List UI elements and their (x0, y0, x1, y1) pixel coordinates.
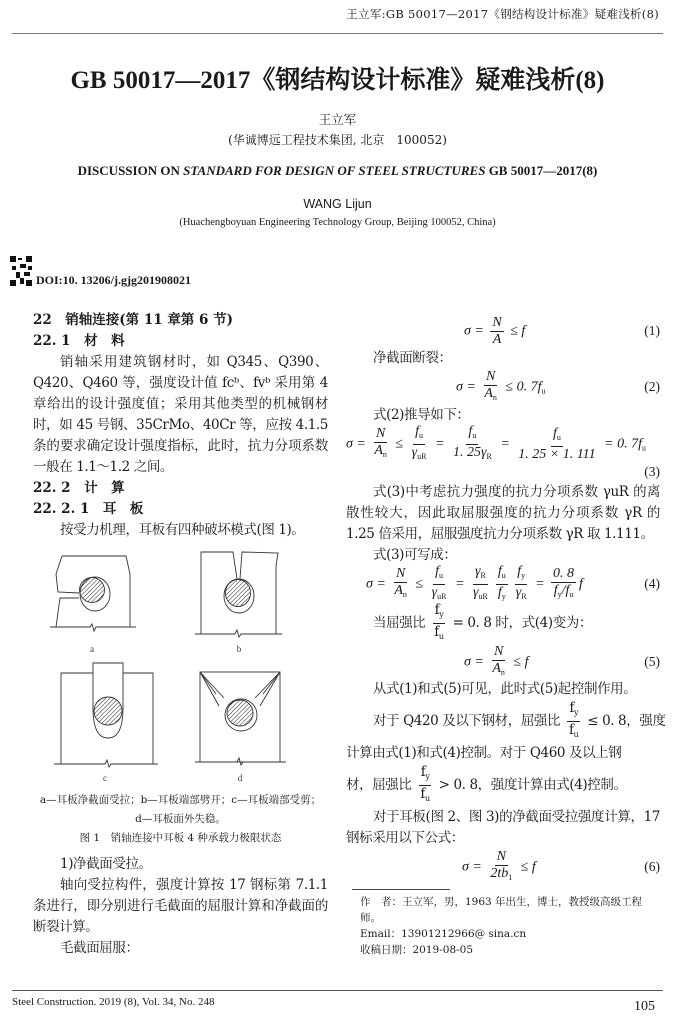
numerator (484, 369, 497, 386)
denominator (432, 624, 445, 645)
denominator (552, 583, 576, 603)
equation-6 (346, 849, 660, 885)
numerator (490, 315, 503, 332)
denominator (392, 583, 409, 603)
text-eq3-rewrite: 式(3)可写成： (373, 547, 457, 563)
math-text: σ = (464, 323, 488, 339)
math-symbol: γ (411, 444, 418, 460)
math-text: σ = (346, 436, 370, 452)
subscript: n (492, 392, 497, 402)
fraction (471, 564, 490, 605)
paragraph-q460-cont (346, 764, 660, 807)
math-text: = (496, 436, 514, 452)
right-column (346, 314, 666, 958)
numerator (433, 564, 445, 585)
math-text: = (531, 576, 549, 592)
numerator (394, 566, 407, 583)
numerator (473, 564, 488, 585)
page-number: 105 (634, 999, 655, 1014)
math-text: 1. 25 (452, 444, 481, 460)
fraction (514, 564, 529, 605)
subscript: R (521, 591, 527, 601)
denominator (516, 447, 597, 463)
math-text: N (395, 565, 406, 581)
fraction (410, 424, 429, 465)
doi: DOI:10. 13206/j.gjg201908021 (36, 273, 191, 287)
paragraph-lug-plate: 对于耳板(图 2、图 3)的净截面受拉强度计算，17 钢标采用以下公式： (346, 809, 660, 846)
math-text: = 0. 7 (600, 436, 639, 452)
subscript: R (486, 451, 492, 461)
math-text: ≤ f (517, 859, 536, 875)
math-symbol: A (394, 582, 403, 598)
subscript: u (472, 430, 477, 440)
subscript: y (521, 570, 526, 580)
fraction (392, 566, 409, 603)
math-text: = 0. 8 时，式(4)变为： (448, 615, 592, 631)
fraction (516, 426, 597, 463)
section-22-2-1-heading: 22. 2. 1 耳 板 (33, 501, 144, 517)
math-symbol: γ (431, 584, 438, 600)
denominator (490, 661, 507, 681)
section-22-1-heading: 22. 1 材 料 (33, 333, 125, 349)
left-column (33, 310, 328, 959)
math-symbol: f (569, 722, 574, 738)
equation-2 (346, 369, 660, 405)
math-symbol: f (497, 584, 502, 600)
subscript: uR (417, 451, 427, 461)
english-title-pre: DISCUSSION ON (77, 163, 184, 178)
equation-number: (5) (644, 654, 660, 669)
subscript: n (382, 449, 387, 459)
footnote-rule (352, 889, 450, 890)
subscript: u (438, 570, 443, 580)
fraction (430, 564, 449, 605)
section-22-heading: 22 销轴连接(第 11 章第 6 节) (33, 312, 234, 328)
subscript: y (425, 772, 430, 781)
numerator (515, 564, 527, 585)
subscript: n (402, 589, 407, 599)
math-text: f (579, 576, 583, 592)
equation-number: (6) (644, 859, 660, 874)
fraction (490, 315, 503, 348)
footnote-received-date: 收稿日期：2019-08-05 (360, 944, 474, 956)
math-symbol: b (501, 865, 509, 881)
numerator (419, 764, 432, 786)
numerator (374, 426, 387, 443)
math-text: / (561, 582, 566, 598)
english-title-post: GB 50017—2017(8) (485, 163, 598, 178)
math-text: σ = (456, 379, 480, 395)
denominator (482, 386, 499, 406)
math-symbol: f (497, 563, 502, 579)
math-text: ≤ f (506, 323, 526, 339)
fig-label-c: c (103, 773, 107, 783)
paragraph-axial-tension: 轴向受拉构件，强度计算按 17 钢标第 7.1.1 条进行，即分别进行毛截面的屈服计算和净截面的断裂计算。 (33, 877, 328, 935)
numerator (433, 602, 446, 624)
math-text: ≤ (411, 576, 427, 592)
page-title: GB 50017—2017《钢结构设计标准》疑难浅析(8) (70, 67, 605, 94)
subscript: u (438, 632, 444, 641)
paragraph-q460: 计算由式(1)和式(4)控制。对于 Q460 及以上钢 (346, 745, 622, 761)
numerator (567, 700, 580, 722)
footnote-email: Email：13901212966@ sina.cn (360, 928, 527, 940)
subscript: y (557, 589, 562, 599)
subscript: u (425, 794, 430, 803)
paragraph-resistance-factor: 式(3)中考虑抗力强度的抗力分项系数 γuR 的离散性较大，因此取屈服强度的抗力分项系数 γR 的 1.25 倍采用，屈服强度抗力分项系数 γR 取 1.111。 (346, 484, 660, 542)
math-symbol: A (492, 660, 501, 676)
math-text: 对于 Q420 及以下钢材，屈强比 (373, 713, 565, 729)
math-text: σ = (366, 576, 390, 592)
paragraph-control: 从式(1)和式(5)可见，此时式(5)起控制作用。 (373, 681, 637, 697)
denominator (418, 786, 431, 807)
paragraph-yield-ratio (346, 602, 660, 645)
numerator (492, 644, 505, 661)
math-text: > 0. 8，强度计算由式(4)控制。 (434, 777, 627, 793)
math-symbol: f (638, 436, 642, 452)
fraction (567, 700, 580, 743)
paragraph-materials: 销轴采用建筑钢材时，如 Q345、Q390、Q420、Q460 等，强度设计值 fcᵇ、fvᵇ 采用第 4 章给出的设计强度值；采用其他类型的机械钢材时，如 45 号钢、35CrMo、40Cr 等，应按 4.1.5 条的要求确定设计强度指标，此时，抗力分项系数一般在 1.1～1.2 之间。 (33, 354, 328, 475)
fig-label-b: b (236, 644, 242, 654)
math-text: 1. 25 × 1. 111 (518, 446, 596, 462)
fraction (490, 644, 507, 681)
math-symbol: f (420, 764, 426, 780)
section-22-2-heading: 22. 2 计 算 (33, 480, 125, 496)
author-name: 王立军 (318, 112, 357, 127)
fraction (482, 369, 499, 406)
subscript: u (418, 430, 423, 440)
footnote-author: 作 者：王立军，男，1963 年出生，博士，教授级高级工程师。 (360, 896, 643, 924)
numerator (496, 564, 508, 585)
plate-b (195, 552, 282, 637)
english-title-italic: STANDARD FOR DESIGN OF STEEL STRUCTURES (183, 163, 486, 178)
math-symbol: γ (515, 584, 522, 600)
math-symbol: A (374, 442, 383, 458)
math-text: = (451, 576, 468, 592)
math-symbol: f (468, 423, 473, 439)
numerator (466, 424, 478, 445)
plate-c (54, 663, 158, 767)
numerator (495, 849, 508, 866)
math-text: A (492, 331, 502, 347)
denominator (567, 722, 580, 743)
fraction (496, 564, 508, 605)
figure-1-lug-plate-failure-modes (30, 541, 320, 791)
equation-number: (4) (644, 576, 660, 591)
subscript: uR (478, 591, 488, 601)
math-symbol: γ (480, 444, 487, 460)
math-text: = (431, 436, 448, 452)
equation-number: (3) (644, 464, 660, 479)
math-text: σ = (464, 654, 488, 670)
math-text: N (492, 314, 502, 330)
denominator (372, 443, 389, 463)
fig-label-a: a (90, 644, 94, 654)
paragraph-net-section-tension: 1)净截面受拉。 (60, 856, 152, 872)
english-affiliation: (Huachengboyuan Engineering Technology Group, Beijing 100052, China) (179, 217, 496, 228)
numerator (413, 424, 425, 445)
english-author: WANG Lijun (303, 197, 372, 211)
math-symbol: A (484, 385, 493, 401)
english-title (0, 163, 675, 179)
subscript: u (556, 432, 561, 442)
math-text: 材，屈强比 (346, 777, 416, 793)
math-text: N (493, 643, 504, 659)
fraction (418, 764, 431, 807)
math-symbol: f (569, 700, 574, 716)
subscript: R (480, 570, 486, 580)
math-text: N (485, 368, 496, 384)
equation-3 (346, 423, 660, 462)
numerator (551, 566, 576, 583)
math-text: ≤ 0. 7 (501, 379, 538, 395)
fraction (451, 424, 494, 465)
running-header: 王立军:GB 50017—2017《钢结构设计标准》疑难浅析(8) (346, 7, 659, 21)
math-symbol: f (537, 379, 542, 395)
footer-rule (12, 990, 663, 991)
math-symbol: f (553, 425, 557, 441)
paragraph-gross-yield: 毛截面屈服： (60, 940, 139, 956)
math-symbol: f (434, 602, 440, 618)
subscript: y (573, 708, 579, 717)
figure-caption: 图 1 销轴连接中耳板 4 种承载力极限状态 (79, 832, 282, 844)
subscript: u (569, 589, 574, 599)
qr-code-icon (10, 256, 32, 286)
subscript: u (641, 443, 646, 453)
math-symbol: f (565, 582, 570, 598)
equation-number: (1) (644, 323, 660, 338)
math-text: 当屈强比 (373, 615, 430, 631)
plate-d (195, 672, 286, 765)
math-symbol: f (553, 582, 558, 598)
math-symbol: f (435, 563, 439, 579)
math-symbol: f (420, 786, 426, 802)
paragraph-q420 (346, 700, 666, 743)
equation-5 (346, 645, 660, 679)
fig-label-d: d (237, 773, 243, 783)
equation-4 (346, 563, 660, 602)
text-derivation: 式(2)推导如下： (373, 407, 470, 423)
header-rule (12, 33, 663, 34)
math-symbol: γ (472, 584, 479, 600)
text-net-section-fracture: 净截面断裂： (373, 350, 452, 366)
equation-3-number-row (346, 462, 660, 482)
math-text: ≤ f (509, 654, 529, 670)
figure-legend-1: a—耳板净截面受拉；b—耳板端部劈开；c—耳板端部受剪； (39, 794, 322, 806)
numerator (551, 426, 563, 447)
subscript: u (541, 386, 546, 396)
math-text: σ = (462, 859, 486, 875)
subscript: u (501, 570, 506, 580)
math-text: N (496, 848, 506, 864)
math-symbol: γ (474, 563, 481, 579)
fraction (372, 426, 389, 463)
subscript: y (501, 591, 506, 601)
math-symbol: f (415, 423, 419, 439)
math-text: ≤ (391, 436, 407, 452)
journal-citation: Steel Construction. 2019 (8), Vol. 34, No. 248 (12, 996, 215, 1008)
equation-1 (346, 314, 660, 348)
math-text: 0. 8 (553, 565, 575, 581)
subscript: u (573, 730, 579, 739)
equation-number: (2) (644, 379, 660, 394)
denominator (491, 332, 504, 348)
math-text: N (375, 425, 386, 441)
plate-a (50, 556, 136, 631)
denominator (488, 866, 514, 886)
math-symbol: f (517, 563, 522, 579)
math-text: ≤ 0. 8，强度 (583, 713, 666, 729)
subscript: n (500, 667, 505, 677)
math-symbol: f (434, 624, 439, 640)
fraction (551, 566, 576, 603)
subscript: 1 (508, 872, 513, 882)
fraction (488, 849, 514, 886)
subscript: uR (437, 591, 447, 601)
figure-legend-2: d—耳板面外失稳。 (135, 813, 226, 825)
subscript: y (439, 610, 444, 619)
author-affiliation: (华诚博远工程技术集团, 北京 100052) (228, 133, 447, 147)
math-text: 2t (490, 865, 502, 881)
fraction (432, 602, 445, 645)
paragraph-failure-modes: 按受力机理，耳板有四种破坏模式(图 1)。 (60, 522, 305, 538)
